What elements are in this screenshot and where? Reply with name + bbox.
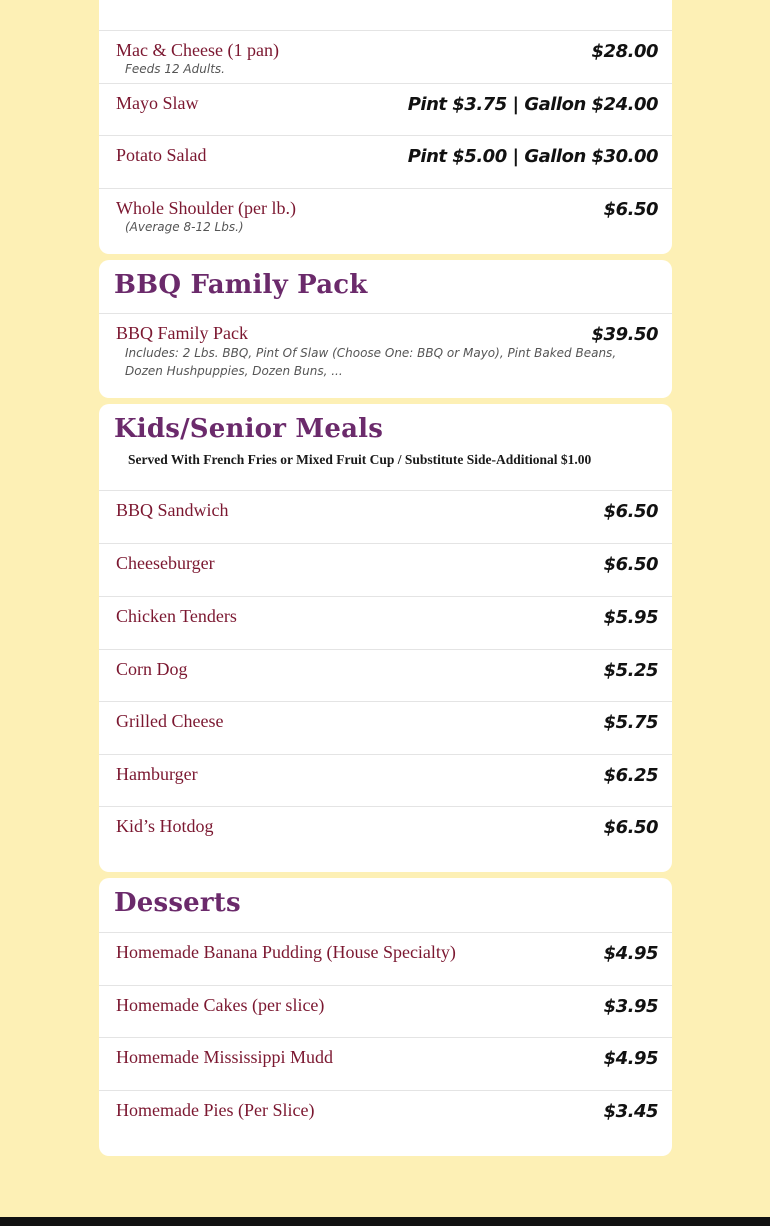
menu-item-kids-hotdog[interactable]	[99, 806, 672, 872]
menu-item-homemade-pies[interactable]	[99, 1090, 672, 1156]
menu-item-potato-salad[interactable]	[99, 135, 672, 188]
menu-item-chicken-tenders[interactable]	[99, 596, 672, 649]
menu-item-price: $6.50	[603, 817, 658, 838]
menu-item-price: $5.95	[603, 607, 658, 628]
menu-item-name: Homemade Mississippi Mudd	[116, 1047, 334, 1067]
menu-item-price: $6.50	[603, 554, 658, 575]
menu-item-name: Hamburger	[116, 764, 198, 784]
kids-senior-meals-card	[99, 404, 672, 872]
footer-bar	[0, 1217, 770, 1226]
menu-item-name: Kid’s Hotdog	[116, 816, 214, 836]
sides-menu-card	[99, 0, 672, 254]
section-title: BBQ Family Pack	[114, 270, 368, 300]
menu-item-price: Pint $3.75 | Gallon $24.00	[407, 94, 658, 115]
family-pack-card	[99, 260, 672, 398]
menu-item-description: Includes: 2 Lbs. BBQ, Pint Of Slaw (Choose One: BBQ or Mayo), Pint Baked Beans, Dozen Hushpuppies, Dozen Buns, ...	[125, 346, 617, 378]
menu-item-price: $6.50	[603, 199, 658, 220]
menu-item-bbq-sandwich[interactable]	[99, 490, 672, 543]
menu-item-mississippi-mudd[interactable]	[99, 1037, 672, 1090]
desserts-card	[99, 878, 672, 1156]
menu-item-name: Mac & Cheese (1 pan)	[116, 40, 279, 60]
menu-item-name: BBQ Family Pack	[116, 323, 249, 343]
menu-item-name: Homemade Pies (Per Slice)	[116, 1100, 315, 1120]
section-title: Kids/Senior Meals	[114, 414, 384, 444]
menu-item-name: Corn Dog	[116, 659, 188, 679]
menu-item-price: $5.25	[603, 660, 658, 681]
menu-item-name: Homemade Cakes (per slice)	[116, 995, 325, 1015]
menu-item-price: $4.95	[603, 943, 658, 964]
menu-item-name: Whole Shoulder (per lb.)	[116, 198, 296, 218]
menu-item-corn-dog[interactable]	[99, 649, 672, 702]
section-title: Desserts	[114, 888, 241, 918]
menu-item-name: BBQ Sandwich	[116, 500, 229, 520]
menu-item-price: $6.50	[603, 501, 658, 522]
menu-item-price: $5.75	[603, 712, 658, 733]
menu-item-name: Homemade Banana Pudding (House Specialty)	[116, 942, 456, 962]
menu-item-price: Pint $5.00 | Gallon $30.00	[407, 146, 658, 167]
menu-item-name: Cheeseburger	[116, 553, 215, 573]
menu-item-price: $39.50	[591, 324, 658, 345]
menu-item-price: $3.45	[603, 1101, 658, 1122]
menu-item-name: Mayo Slaw	[116, 93, 199, 113]
menu-item-banana-pudding[interactable]	[99, 932, 672, 985]
menu-item-bbq-family-pack[interactable]	[99, 313, 672, 398]
menu-item-price: $3.95	[603, 996, 658, 1017]
menu-item-mac-and-cheese[interactable]	[99, 30, 672, 83]
menu-item-name: Chicken Tenders	[116, 606, 237, 626]
menu-item-homemade-cakes[interactable]	[99, 985, 672, 1038]
menu-item-whole-shoulder[interactable]	[99, 188, 672, 254]
menu-item-description: (Average 8-12 Lbs.)	[125, 220, 244, 234]
menu-item-price: $4.95	[603, 1048, 658, 1069]
menu-item-cheeseburger[interactable]	[99, 543, 672, 596]
menu-item-price: $28.00	[591, 41, 658, 62]
menu-item-grilled-cheese[interactable]	[99, 701, 672, 754]
section-note: Served With French Fries or Mixed Fruit Cup / Substitute Side-Additional $1.00	[128, 452, 592, 467]
menu-item-name: Potato Salad	[116, 145, 207, 165]
menu-item-price: $6.25	[603, 765, 658, 786]
menu-item-hamburger[interactable]	[99, 754, 672, 807]
menu-item-description: Feeds 12 Adults.	[125, 62, 225, 76]
menu-item-name: Grilled Cheese	[116, 711, 224, 731]
menu-item-mayo-slaw[interactable]	[99, 83, 672, 136]
